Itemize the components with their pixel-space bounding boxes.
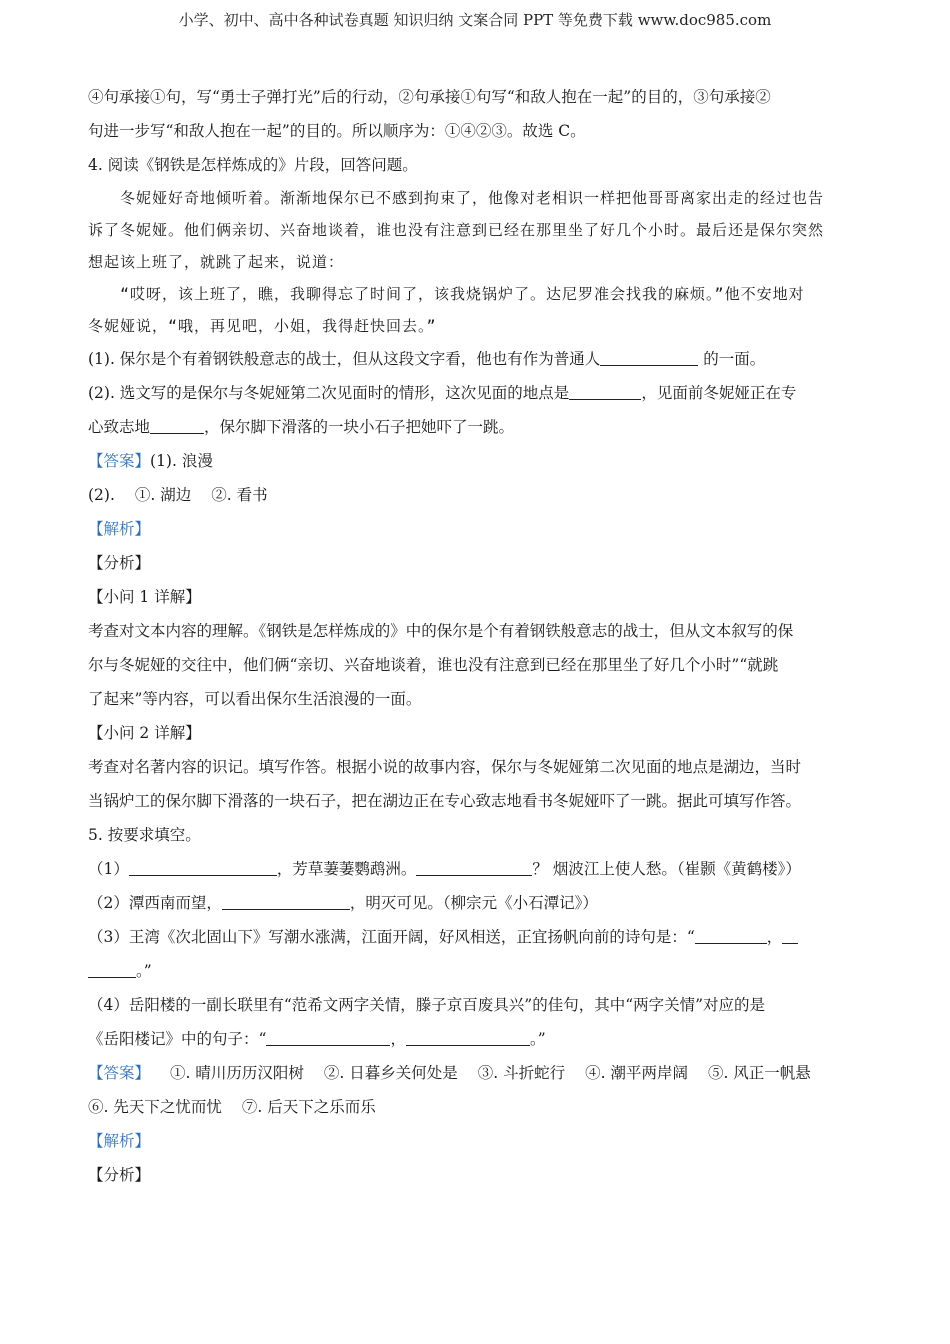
answer-label: 【答案】 bbox=[88, 452, 151, 470]
q4-sub1-tail: 的一面。 bbox=[698, 350, 766, 368]
answer-blank bbox=[695, 927, 767, 944]
analysis-label: 【解析】 bbox=[88, 520, 151, 538]
q5-item-2 bbox=[88, 886, 864, 920]
q4-subquestion-2-line-1 bbox=[88, 376, 864, 410]
q5-answer-5: ⑤. 风正一帆悬 bbox=[707, 1064, 811, 1082]
q4-passage-line-2: 诉了冬妮娅。他们俩亲切、兴奋地谈着，谁也没有注意到已经在那里坐了好几个小时。最后还是保尔突然 bbox=[88, 221, 825, 239]
q4-subquestion-2-line-2 bbox=[88, 410, 864, 444]
q4-answer-2-number: (2). bbox=[88, 486, 115, 504]
q3-explanation-line-1: ④句承接①句，写“勇士子弹打光”后的行动，②句承接①句写“和敌人抱在一起”的目的，③句承接② bbox=[88, 88, 771, 106]
detail-1-line-1: 考查对文本内容的理解。《钢铁是怎样炼成的》中的保尔是个有着钢铁般意志的战士，但从文本叙写的保 bbox=[88, 622, 794, 640]
q5-answer-2: ②. 日暮乡关何处是 bbox=[323, 1064, 458, 1082]
answer-blank bbox=[150, 417, 204, 434]
q4-passage-line-5: 冬妮娅说，“哦，再见吧，小姐，我得赶快回去。” bbox=[88, 317, 437, 335]
q4-answer-1: (1). 浪漫 bbox=[150, 452, 213, 470]
q4-answer-line-1 bbox=[88, 444, 864, 478]
q4-sub2-tail: ，保尔脚下滑落的一块小石子把她吓了一跳。 bbox=[204, 418, 515, 436]
answer-blank bbox=[129, 859, 277, 876]
detail-2-line-1: 考查对名著内容的识记。填写作答。根据小说的故事内容，保尔与冬妮娅第二次见面的地点是湖边，当时 bbox=[88, 758, 802, 776]
answer-blank bbox=[416, 859, 532, 876]
q5-item-1-number: （1） bbox=[88, 860, 129, 878]
answer-blank bbox=[406, 1029, 530, 1046]
q4-subquestion-1 bbox=[88, 342, 864, 376]
q5-fenxi-label: 【分析】 bbox=[88, 1166, 151, 1184]
q5-item-3-line-1 bbox=[88, 920, 864, 954]
q5-answer-line-2 bbox=[88, 1090, 864, 1124]
q5-item-4-line-1: （4）岳阳楼的一副长联里有“范希文两字关情，滕子京百废具兴”的佳句，其中“两字关情”对应的是 bbox=[88, 996, 766, 1014]
q5-item-1-mid: ，芳草萋萋鹦鹉洲。 bbox=[276, 860, 417, 878]
q5-item-1 bbox=[88, 852, 864, 886]
q4-sub2-cont: 心致志地 bbox=[88, 418, 151, 436]
q5-item-1-tail: ？ 烟波江上使人愁。（崔颢《黄鹤楼》） bbox=[532, 860, 801, 878]
q5-item-4-tail: 。” bbox=[529, 1030, 546, 1048]
q5-item-3-tail: 。” bbox=[136, 962, 152, 980]
q5-item-3-comma: ， bbox=[766, 928, 783, 946]
answer-blank bbox=[782, 927, 798, 944]
q5-item-4-line-2 bbox=[88, 1022, 864, 1056]
fenxi-label: 【分析】 bbox=[88, 554, 151, 572]
q5-item-3-text: （3）王湾《次北固山下》写潮水涨满，江面开阔，好风相送，正宜扬帆向前的诗句是：“ bbox=[88, 928, 695, 946]
q4-sub2-mid: ，见面前冬妮娅正在专 bbox=[641, 384, 797, 402]
q4-title: 4. 阅读《钢铁是怎样炼成的》片段，回答问题。 bbox=[88, 156, 418, 174]
page-header: 小学、初中、高中各种试卷真题 知识归纳 文案合同 PPT 等免费下载 www.doc985.com bbox=[178, 11, 772, 29]
q5-answer-4: ④. 潮平两岸阔 bbox=[585, 1064, 688, 1082]
detail-1-line-2: 尔与冬妮娅的交往中，他们俩“亲切、兴奋地谈着，谁也没有注意到已经在那里坐了好几个小时”“就跳 bbox=[88, 656, 779, 674]
q5-analysis-label: 【解析】 bbox=[88, 1132, 151, 1150]
q4-passage-line-3: 想起该上班了，就跳了起来，说道： bbox=[88, 253, 345, 271]
q4-passage-line-1: 冬妮娅好奇地倾听着。渐渐地保尔已不感到拘束了，他像对老相识一样把他哥哥离家出走的经过也告 bbox=[120, 189, 825, 207]
q3-explanation-line-2: 句进一步写“和敌人抱在一起”的目的。所以顺序为：①④②③。故选 C。 bbox=[88, 122, 586, 140]
answer-label: 【答案】 bbox=[88, 1064, 151, 1082]
answer-blank bbox=[600, 349, 698, 366]
q4-sub2-text: (2). 选文写的是保尔与冬妮娅第二次见面时的情形，这次见面的地点是 bbox=[88, 384, 570, 402]
detail-1-line-3: 了起来”等内容，可以看出保尔生活浪漫的一面。 bbox=[88, 690, 422, 708]
q5-answer-3: ③. 斗折蛇行 bbox=[477, 1064, 566, 1082]
q4-answer-2a: ①. 湖边 bbox=[134, 486, 192, 504]
q5-answer-6: ⑥. 先天下之忧而忧 bbox=[88, 1098, 222, 1116]
q5-answer-7: ⑦. 后天下之乐而乐 bbox=[241, 1098, 376, 1116]
answer-blank bbox=[222, 893, 350, 910]
q5-item-2-text: （2）潭西南而望， bbox=[88, 894, 222, 912]
q5-item-2-tail: ，明灭可见。（柳宗元《小石潭记》） bbox=[349, 894, 598, 912]
detail-2-label: 【小问 2 详解】 bbox=[88, 724, 201, 742]
detail-2-line-2: 当锅炉工的保尔脚下滑落的一块石子，把在湖边正在专心致志地看书冬妮娅吓了一跳。据此可填写作答。 bbox=[88, 792, 802, 810]
detail-1-label: 【小问 1 详解】 bbox=[88, 588, 201, 606]
q5-item-4-comma: ， bbox=[390, 1030, 406, 1048]
q4-sub1-text: (1). 保尔是个有着钢铁般意志的战士，但从这段文字看，他也有作为普通人 bbox=[88, 350, 601, 368]
q5-answer-1: ①. 晴川历历汉阳树 bbox=[170, 1064, 304, 1082]
q5-answer-line-1 bbox=[88, 1056, 864, 1090]
answer-blank bbox=[569, 383, 641, 400]
q4-answer-2b: ②. 看书 bbox=[211, 486, 268, 504]
q5-item-4-text: 《岳阳楼记》中的句子：“ bbox=[88, 1030, 267, 1048]
q5-item-3-line-2 bbox=[88, 954, 864, 988]
answer-blank bbox=[266, 1029, 390, 1046]
answer-blank bbox=[88, 961, 136, 978]
document-body bbox=[88, 80, 864, 1192]
q4-passage-line-4: “哎呀，该上班了，瞧，我聊得忘了时间了，该我烧锅炉了。达尼罗准会找我的麻烦。”他不安地对 bbox=[120, 285, 805, 303]
q5-title: 5. 按要求填空。 bbox=[88, 826, 201, 844]
q4-answer-line-2 bbox=[88, 478, 864, 512]
